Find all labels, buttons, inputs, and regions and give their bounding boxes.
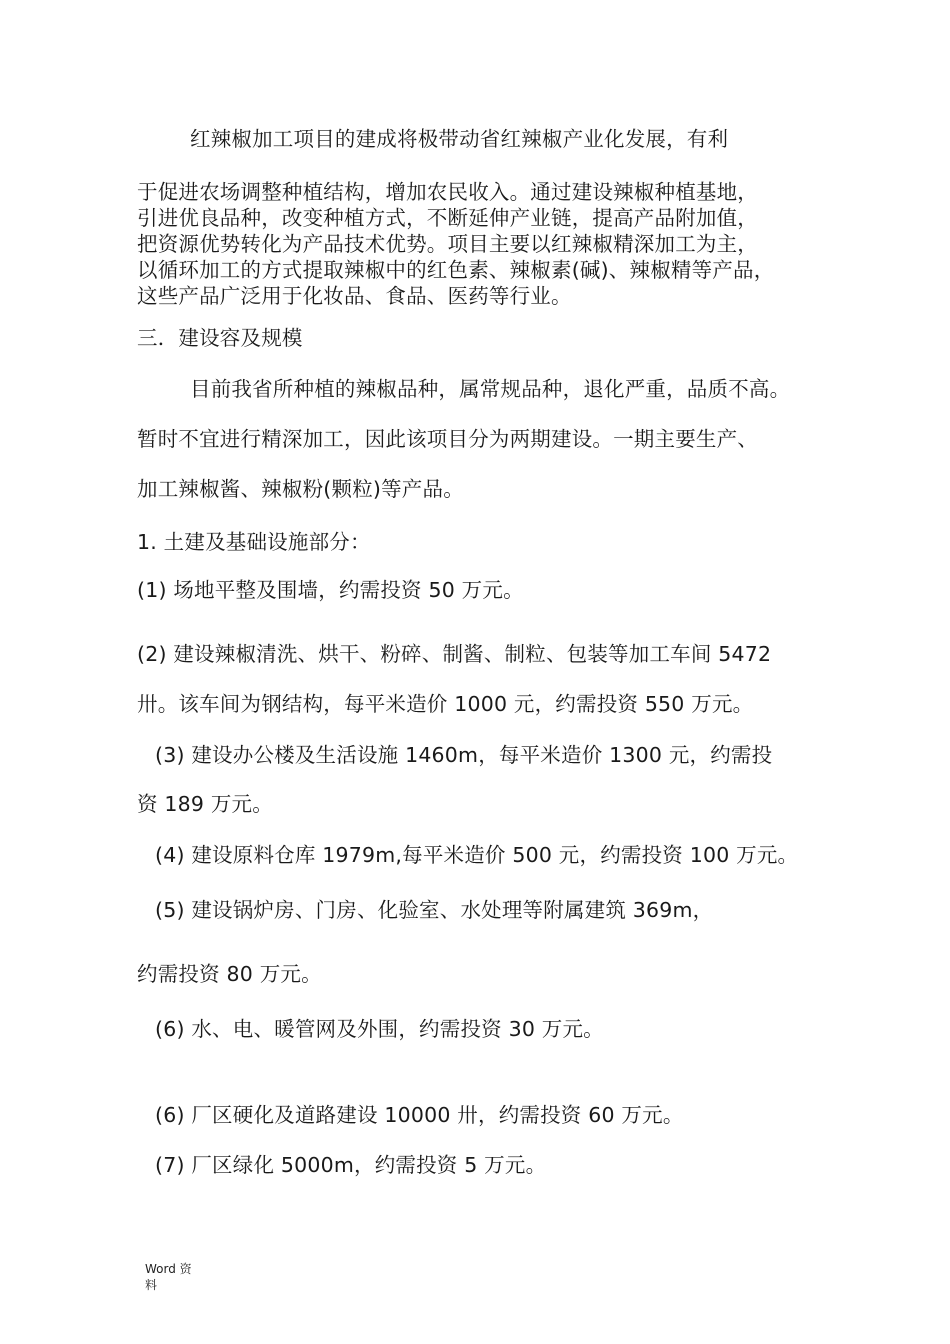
item-3-line-1: (3) 建设办公楼及生活设施 1460m，每平米造价 1300 元，约需投 bbox=[155, 743, 773, 767]
item-7: (7) 厂区绿化 5000m，约需投资 5 万元。 bbox=[155, 1153, 547, 1177]
item-5-line-1: (5) 建设锅炉房、门房、化验室、水处理等附属建筑 369m， bbox=[155, 898, 714, 922]
intro-line-1: 红辣椒加工项目的建成将极带动省红辣椒产业化发展，有利 bbox=[190, 127, 729, 151]
section-3-heading: 三．建设容及规模 bbox=[137, 326, 303, 350]
intro-line-6: 这些产品广泛用于化妆品、食品、医药等行业。 bbox=[137, 284, 572, 308]
page-footer bbox=[145, 1261, 205, 1293]
item-2-line-2: 卅。该车间为钢结构，每平米造价 1000 元，约需投资 550 万元。 bbox=[137, 692, 754, 716]
intro-line-4: 把资源优势转化为产品技术优势。项目主要以红辣椒精深加工为主， bbox=[137, 232, 758, 256]
item-4: (4) 建设原料仓库 1979m,每平米造价 500 元，约需投资 100 万元。 bbox=[155, 843, 799, 867]
item-6-roads: (6) 厂区硬化及道路建设 10000 卅，约需投资 60 万元。 bbox=[155, 1103, 684, 1127]
intro-line-2: 于促进农场调整种植结构，增加农民收入。通过建设辣椒种植基地， bbox=[137, 180, 758, 204]
section-3-para-line-3: 加工辣椒酱、辣椒粉(颗粒)等产品。 bbox=[137, 477, 464, 501]
item-3-line-2: 资 189 万元。 bbox=[137, 792, 273, 816]
intro-line-3: 引进优良品种，改变种植方式，不断延伸产业链，提高产品附加值， bbox=[137, 206, 758, 230]
intro-line-5: 以循环加工的方式提取辣椒中的红色素、辣椒素(碱)、辣椒精等产品， bbox=[137, 258, 775, 282]
item-6-utilities: (6) 水、电、暖管网及外围，约需投资 30 万元。 bbox=[155, 1017, 604, 1041]
footer-line-1: Word 资 bbox=[145, 1262, 192, 1276]
item-1: (1) 场地平整及围墙，约需投资 50 万元。 bbox=[137, 578, 524, 602]
subsection-1-heading: 1. 土建及基础设施部分： bbox=[137, 530, 371, 554]
item-5-line-2: 约需投资 80 万元。 bbox=[137, 962, 322, 986]
section-3-para-line-2: 暂时不宜进行精深加工，因此该项目分为两期建设。一期主要生产、 bbox=[137, 427, 758, 451]
footer-line-2: 料 bbox=[145, 1278, 158, 1292]
section-3-para-line-1: 目前我省所种植的辣椒品种，属常规品种，退化严重，品质不高。 bbox=[190, 377, 791, 401]
item-2-line-1: (2) 建设辣椒清洗、烘干、粉碎、制酱、制粒、包装等加工车间 5472 bbox=[137, 642, 772, 666]
